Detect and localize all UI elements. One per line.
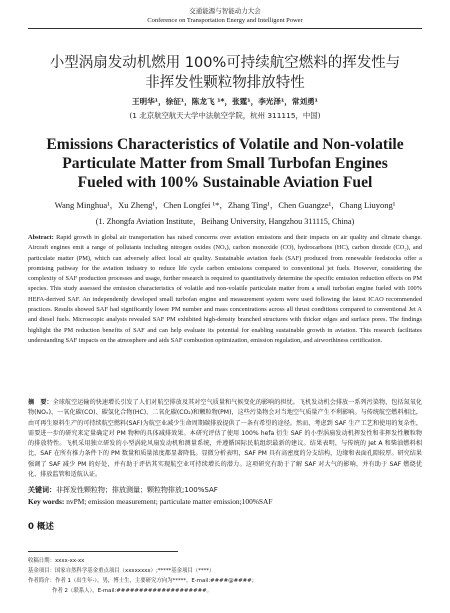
footnote-received: 收稿日期：xxxx-xx-xx — [28, 558, 85, 564]
footnote — [28, 556, 428, 596]
title-en-line-1: Emissions Characteristics of Volatile and Non-volatile — [46, 136, 404, 153]
title-en — [0, 135, 450, 192]
keywords-cn — [28, 485, 422, 495]
title-cn-line-2: 非挥发性颗粒物排放特性 — [145, 75, 305, 91]
title-en-line-2: Particulate Matter from Small Turbofan Engines — [62, 155, 388, 172]
authors-cn: 王明华¹，徐征¹，陈龙飞 ¹*，张霆¹，李光泽¹，常刘勇¹ — [131, 97, 319, 106]
keywords-en-text: nvPM; emission measurement; particulate matter emission;100%SAF — [64, 497, 273, 506]
abstract-en-label: Abstract: — [28, 234, 54, 241]
abstract-cn-label: 摘 要： — [28, 399, 53, 406]
footnote-rule — [28, 551, 178, 552]
keywords-cn-label: 关键词： — [28, 486, 56, 494]
title-cn-line-1: 小型涡扇发动机燃用 100%可持续航空燃料的挥发性与 — [49, 55, 401, 71]
abstract-en-text: Rapid growth in global air transportation has raised concerns over aviation emissions and their impacts on air quality and climate change. Aircraft engines emit a range of pollutants including nitrogen oxides (NOₓ), carbon monoxide (CO), hydrocarbons (HC), carbon dioxide (CO₂), and particulate matter (PM), which can adversely affect local air quality. Sustainable aviation fuels (SAF) produced from renewable feedstocks offer a promising pathway for the aviation industry to reduce life cycle carbon emissions compared to conventional jet fuels. However, considering the complexity of SAF production processes and usage, further research is required to quantitatively determine the specific emission reduction effects on PM species. This study assessed the emission characteristics of volatile and non-volatile particulate matter from a small turbofan engine fueled with 100% HEFA-derived SAF. An independently developed small turbofan engine and measurement system were used following the latest ICAO recommended practices. Results showed SAF had significantly lower PM number and mass concentrations across all thrust conditions compared to conventional Jet A and diesel fuels. Microscopic analysis revealed SAF PM exhibited high-density branched structures with thicker edges and surface pores. The findings highlight the PM reduction benefits of SAF and can help evaluate its potential for enabling sustainable growth in aviation. This research facilitates understanding SAF impacts on the atmosphere and aids SAF combustion optimization, emission regulation, and airworthiness certification. — [28, 234, 423, 344]
affiliation-en: (1. Zhongfa Aviation Institute，Beihang University, Hangzhou 311115, China) — [95, 217, 355, 226]
footnote-fund: 基金项目：国家自然科学基金重点项目（xxxxxxxx）;*****基金项目（****） — [28, 568, 215, 574]
authors-en: Wang Minghua¹，Xu Zheng¹，Chen Longfei ¹*，Zhang Ting¹，Chen Guangze¹，Chang Liuyong¹ — [54, 200, 396, 210]
conference-name-en: Conference on Transportation Energy and Intelligent Power — [147, 17, 303, 24]
footnote-author-1: 作者简介：作者 1（出生年-），男，博士生，主要研究方向为*****。E-mail:####@####； — [28, 578, 258, 584]
abstract-cn-text: 全球航空运输的快速增长引发了人们对航空排放及其对空气质量和气候变化的影响的担忧。飞机发动机会排放一系列污染物，包括氮氧化物(NOₓ)、一氧化碳(CO)、碳氢化合物(HC)、二氧化碳(CO₂)和颗粒物(PM)，这些污染物会对当地空气质量产生不利影响。与传统航空燃料相比，由可再生原料生产的可持续航空燃料(SAF)为航空业减少生命周期碳排放提供了一条有希望的途径。然而，考虑到 SAF 生产工艺和使用的复杂性，需要进一步的研究来定量确定对 PM 物种的具体减排效果。本研究评估了使用 100% hefa 衍生 SAF 的小型涡扇发动机挥发性和非挥发性颗粒物的排放特性。飞机采用独立研发的小型涡轮风扇发动机和测量系统，并遵循国际民航组织最新的建议。结果表明，与传统的 Jet A 和柴油燃料相比，SAF 在所有推力条件下的 PM 数量和质量浓度都显著降低。显微分析表明，SAF PM 具有高密度的分支结构，边缘和表面孔隙较厚。研究结果强调了 SAF 减少 PM 的好处，并有助于评估其实现航空业可持续增长的潜力。这项研究有助于了解 SAF 对大气的影响，并有助于 SAF 燃烧优化、排放监管和适航认证。 — [28, 399, 423, 479]
title-cn — [0, 53, 450, 93]
abstract-en — [28, 233, 422, 346]
keywords-en — [28, 497, 422, 507]
keywords-en-label: Key words: — [28, 497, 65, 506]
affiliation-cn: (1 北京航空航天大学中法航空学院，杭州 311115，中国) — [129, 111, 321, 120]
running-header — [0, 7, 450, 25]
keywords-cn-text: 非挥发性颗粒物；排放测量；颗粒物排放;100%SAF — [56, 486, 218, 494]
header-rule — [28, 28, 422, 29]
title-en-line-3: Fueled with 100% Sustainable Aviation Fuel — [77, 174, 373, 191]
conference-name-cn: 交通能源与智能动力大会 — [189, 7, 261, 15]
section-heading: 0 概述 — [28, 522, 54, 532]
abstract-cn — [28, 398, 422, 480]
footnote-author-2: 作者 2（联系人），E-mail:####################。 — [52, 588, 213, 594]
